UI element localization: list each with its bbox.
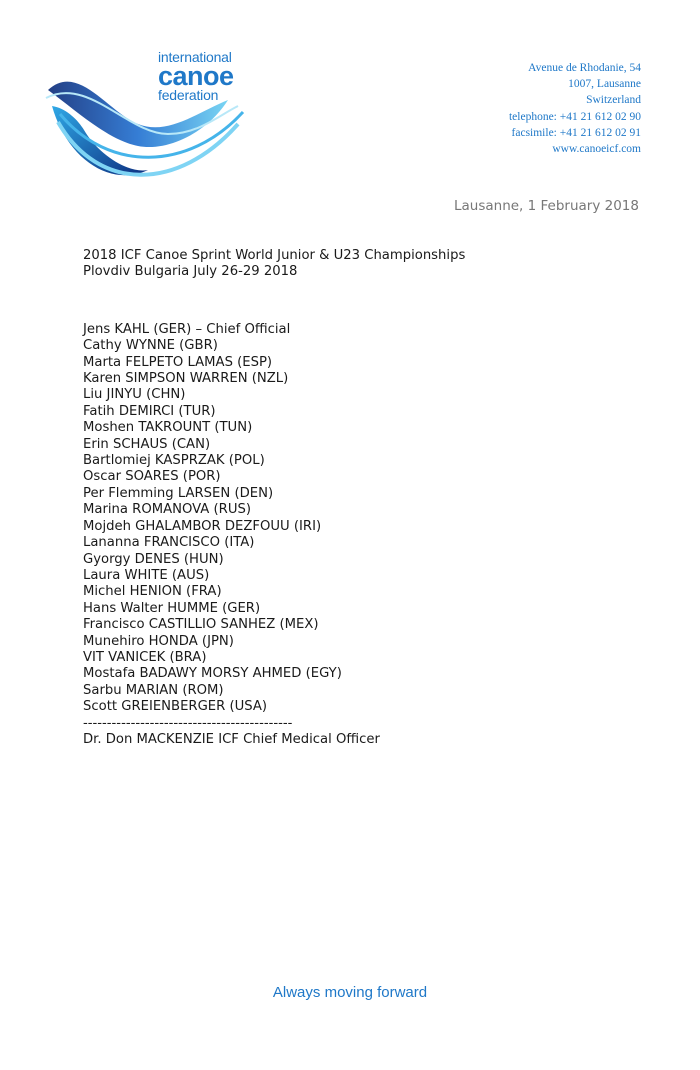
- official-item: Mostafa BADAWY MORSY AHMED (EGY): [83, 666, 342, 682]
- address-street: Avenue de Rhodanie, 54: [528, 62, 641, 74]
- letter-body: [83, 248, 465, 748]
- address-block: [509, 60, 641, 157]
- event-title: 2018 ICF Canoe Sprint World Junior & U23 Championships: [83, 248, 466, 263]
- official-item: Scott GREIENBERGER (USA): [83, 699, 268, 715]
- event-location: Plovdiv Bulgaria July 26-29 2018: [83, 264, 298, 280]
- address-city: 1007, Lausanne: [568, 78, 641, 91]
- official-item: Bartlomiej KASPRZAK (POL): [83, 453, 265, 469]
- official-item: Marta FELPETO LAMAS (ESP): [83, 354, 273, 370]
- logo-line-canoe: canoe: [158, 61, 234, 91]
- officials-list: [83, 322, 465, 716]
- official-item: Munehiro HONDA (JPN): [83, 633, 234, 649]
- official-item: Laura WHITE (AUS): [83, 567, 210, 583]
- official-item: Karen SIMPSON WARREN (NZL): [83, 371, 289, 387]
- logo-wordmark: [158, 50, 234, 102]
- official-item: Francisco CASTILLIO SANHEZ (MEX): [83, 617, 319, 633]
- separator-line: --------------------------------------------: [83, 715, 293, 731]
- medical-officer: Dr. Don MACKENZIE ICF Chief Medical Officer: [83, 731, 380, 747]
- official-item: Jens KAHL (GER) – Chief Official: [83, 321, 291, 337]
- official-item: VIT VANICEK (BRA): [83, 649, 207, 665]
- official-item: Erin SCHAUS (CAN): [83, 436, 211, 452]
- address-telephone: telephone: +41 21 612 02 90: [508, 110, 641, 123]
- official-item: Fatih DEMIRCI (TUR): [83, 403, 216, 419]
- official-item: Hans Walter HUMME (GER): [83, 600, 261, 616]
- address-website: www.canoeicf.com: [552, 143, 641, 156]
- official-item: Marina ROMANOVA (RUS): [83, 502, 251, 518]
- official-item: Lananna FRANCISCO (ITA): [83, 535, 255, 551]
- footer-slogan: Always moving forward: [272, 984, 428, 1001]
- letter-date: Lausanne, 1 February 2018: [453, 198, 639, 214]
- logo-line-federation: federation: [158, 87, 219, 103]
- official-item: Mojdeh GHALAMBOR DEZFOUU (IRI): [83, 518, 322, 534]
- address-country: Switzerland: [586, 94, 641, 107]
- official-item: Liu JINYU (CHN): [83, 387, 186, 403]
- logo-line-international: international: [158, 49, 232, 65]
- address-facsimile: facsimile: +41 21 612 02 91: [511, 126, 641, 139]
- official-item: Per Flemming LARSEN (DEN): [83, 485, 274, 501]
- official-item: Michel HENION (FRA): [83, 584, 222, 600]
- official-item: Moshen TAKROUNT (TUN): [83, 420, 253, 436]
- official-item: Sarbu MARIAN (ROM): [83, 682, 224, 698]
- official-item: Gyorgy DENES (HUN): [83, 551, 224, 567]
- official-item: Cathy WYNNE (GBR): [83, 338, 218, 354]
- official-item: Oscar SOARES (POR): [83, 469, 221, 485]
